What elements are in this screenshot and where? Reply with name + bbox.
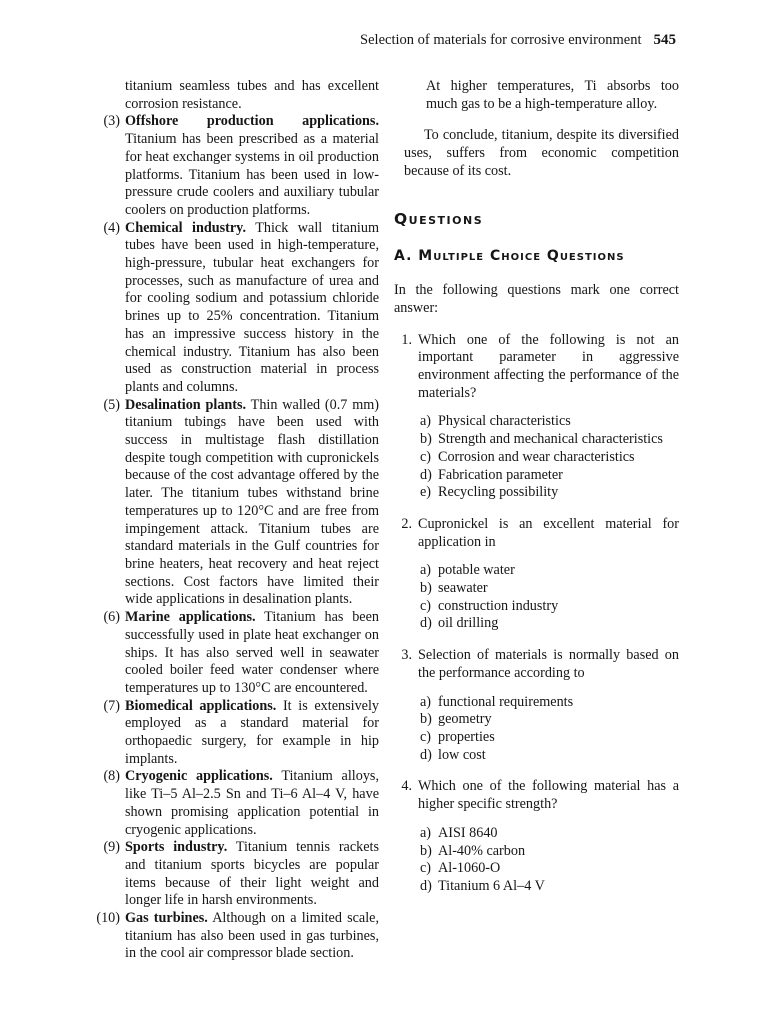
answer-option	[418, 711, 679, 729]
question-text: Selection of materials is normally based on the performance according to	[418, 647, 679, 681]
option-letter: a)	[420, 824, 432, 841]
option-text: Corrosion and wear characteristics	[438, 448, 635, 465]
application-title: Cryogenic applications.	[125, 768, 273, 785]
option-letter: a)	[420, 693, 432, 710]
answer-option	[418, 484, 679, 502]
answer-option	[418, 598, 679, 616]
application-item	[84, 698, 379, 769]
application-item	[84, 220, 379, 397]
answer-option	[418, 860, 679, 878]
answer-option	[418, 878, 679, 896]
application-item	[84, 609, 379, 698]
application-item	[84, 113, 379, 219]
option-letter: e)	[420, 484, 432, 501]
option-letter: b)	[420, 580, 432, 597]
running-title: Selection of materials for corrosive environment	[360, 32, 642, 48]
answer-option	[418, 729, 679, 747]
application-number: (8)	[103, 768, 120, 785]
application-text: Titanium tennis rackets and titanium sports bicycles are popular items because of their light weight and longer life in harsh environments.	[125, 839, 380, 909]
option-letter: d)	[420, 615, 432, 632]
option-letter: c)	[420, 448, 432, 465]
right-column	[392, 78, 679, 896]
application-title: Desalination plants.	[125, 396, 247, 413]
application-text: It is extensively employed as a standard material for orthopaedic surgery, for example in hip implants.	[125, 697, 379, 767]
question-block	[392, 516, 679, 633]
application-text: Thick wall titanium tubes have been used in high-temperature, high-pressure, tubular heat exchangers for processes, such as manufacture of urea and for cooling sodium and potassium chloride brines up to 25% concentration. Titanium has an impressive success history in the chemical industry. Titanium has also been used as construction material in process plants and columns.	[125, 219, 379, 395]
application-text: Titanium has been successfully used in plate heat exchanger on ships. It has also served well in seawater cooled boiler feed water condenser where temperatures up to 130°C are encountered.	[125, 609, 379, 696]
option-letter: a)	[420, 413, 432, 430]
option-letter: c)	[420, 728, 432, 745]
option-text: Al-40% carbon	[438, 842, 526, 859]
answer-option	[418, 747, 679, 765]
mcq-heading: A. Multiple Choice Questions	[394, 248, 625, 265]
option-letter: b)	[420, 842, 432, 859]
option-text: Recycling possibility	[438, 484, 559, 501]
question-number: 3.	[401, 647, 412, 664]
answer-option	[418, 562, 679, 580]
options-list	[418, 825, 679, 896]
application-text: Although on a limited scale, titanium has also been used in gas turbines, in the cool air compressor blade section.	[125, 910, 379, 962]
answer-option	[418, 413, 679, 431]
option-text: low cost	[438, 746, 486, 763]
application-number: (3)	[103, 113, 120, 130]
application-number: (10)	[96, 910, 120, 927]
option-text: Titanium 6 Al–4 V	[438, 877, 545, 894]
option-text: oil drilling	[438, 615, 499, 632]
question-text: Which one of the following material has a higher specific strength?	[418, 778, 679, 813]
question-block	[392, 332, 679, 502]
question-block	[392, 778, 679, 895]
application-title: Marine applications.	[125, 609, 256, 626]
options-list	[418, 562, 679, 633]
application-number: (7)	[103, 697, 120, 714]
application-number: (4)	[103, 219, 120, 236]
option-letter: d)	[420, 746, 432, 763]
question-stem	[392, 332, 679, 403]
question-text: Which one of the following is not an important parameter in aggressive environment affecting the performance of the materials?	[418, 331, 679, 401]
application-text: Titanium has been prescribed as a material for heat exchanger systems in oil production platforms. Titanium has been used in low-pressure crude coolers and auxiliary tubular coolers on production platforms.	[125, 131, 379, 218]
options-list	[418, 694, 679, 765]
question-block	[392, 647, 679, 764]
option-text: geometry	[438, 711, 492, 728]
option-text: Fabrication parameter	[438, 466, 563, 483]
answer-option	[418, 467, 679, 485]
questions-list	[392, 332, 679, 896]
option-letter: b)	[420, 711, 432, 728]
question-number: 2.	[401, 515, 412, 532]
running-header	[360, 32, 676, 50]
conclusion-paragraph: To conclude, titanium, despite its diversified uses, suffers from economic competition because of its cost.	[404, 127, 679, 179]
option-letter: a)	[420, 562, 432, 579]
question-text: Cupronickel is an excellent material for application in	[418, 515, 679, 550]
option-letter: b)	[420, 431, 432, 448]
question-number: 4.	[401, 778, 412, 795]
option-letter: c)	[420, 597, 432, 614]
option-text: AISI 8640	[438, 824, 498, 841]
question-stem	[392, 516, 679, 551]
application-item	[84, 397, 379, 609]
page-number: 545	[653, 32, 676, 48]
application-title: Gas turbines.	[125, 910, 208, 927]
question-stem	[392, 647, 679, 682]
left-column	[84, 78, 379, 963]
application-number: (6)	[103, 609, 120, 626]
right-continuation-text: At higher temperatures, Ti absorbs too much gas to be a high-temperature alloy.	[426, 78, 679, 112]
option-letter: c)	[420, 860, 432, 877]
options-list	[418, 413, 679, 502]
option-text: properties	[438, 728, 495, 745]
application-item	[84, 910, 379, 963]
application-title: Biomedical applications.	[125, 697, 277, 714]
left-continuation-text: titanium seamless tubes and has excellent corrosion resistance.	[125, 78, 379, 112]
application-number: (5)	[103, 396, 120, 413]
option-text: functional requirements	[438, 693, 574, 710]
application-text: Thin walled (0.7 mm) titanium tubings have been used with success in multistage flash distillation despite tough competition with cupronickels because of the cost advantage offered by the later. The titanium tubes withstand brine temperatures up to 120°C and are free from impingement attack. Titanium tubes are standard materials in the Gulf countries for brine heaters, heat recovery and heat reject sections. Cost factors have limited their wide applications in desalination plants.	[125, 396, 379, 608]
application-title: Offshore production applications.	[125, 113, 379, 130]
answer-option	[418, 843, 679, 861]
option-text: Physical characteristics	[438, 413, 571, 430]
application-item	[84, 839, 379, 910]
application-title: Sports industry.	[125, 839, 228, 856]
instruction-text: In the following questions mark one correct answer:	[394, 282, 679, 316]
option-letter: d)	[420, 877, 432, 894]
application-item	[84, 768, 379, 839]
option-text: construction industry	[438, 597, 559, 614]
questions-heading: Questions	[394, 209, 484, 228]
option-text: potable water	[438, 562, 515, 579]
answer-option	[418, 694, 679, 712]
option-text: seawater	[438, 580, 488, 597]
answer-option	[418, 615, 679, 633]
application-text: Titanium alloys, like Ti–5 Al–2.5 Sn and Ti–6 Al–4 V, have shown promising application potential in cryogenic applications.	[125, 768, 379, 838]
application-number: (9)	[103, 839, 120, 856]
option-text: Al-1060-O	[438, 860, 501, 877]
option-letter: d)	[420, 466, 432, 483]
answer-option	[418, 825, 679, 843]
option-text: Strength and mechanical characteristics	[438, 431, 663, 448]
applications-list	[84, 113, 379, 963]
application-title: Chemical industry.	[125, 219, 247, 236]
question-number: 1.	[401, 331, 412, 348]
answer-option	[418, 431, 679, 449]
answer-option	[418, 580, 679, 598]
answer-option	[418, 449, 679, 467]
question-stem	[392, 778, 679, 813]
